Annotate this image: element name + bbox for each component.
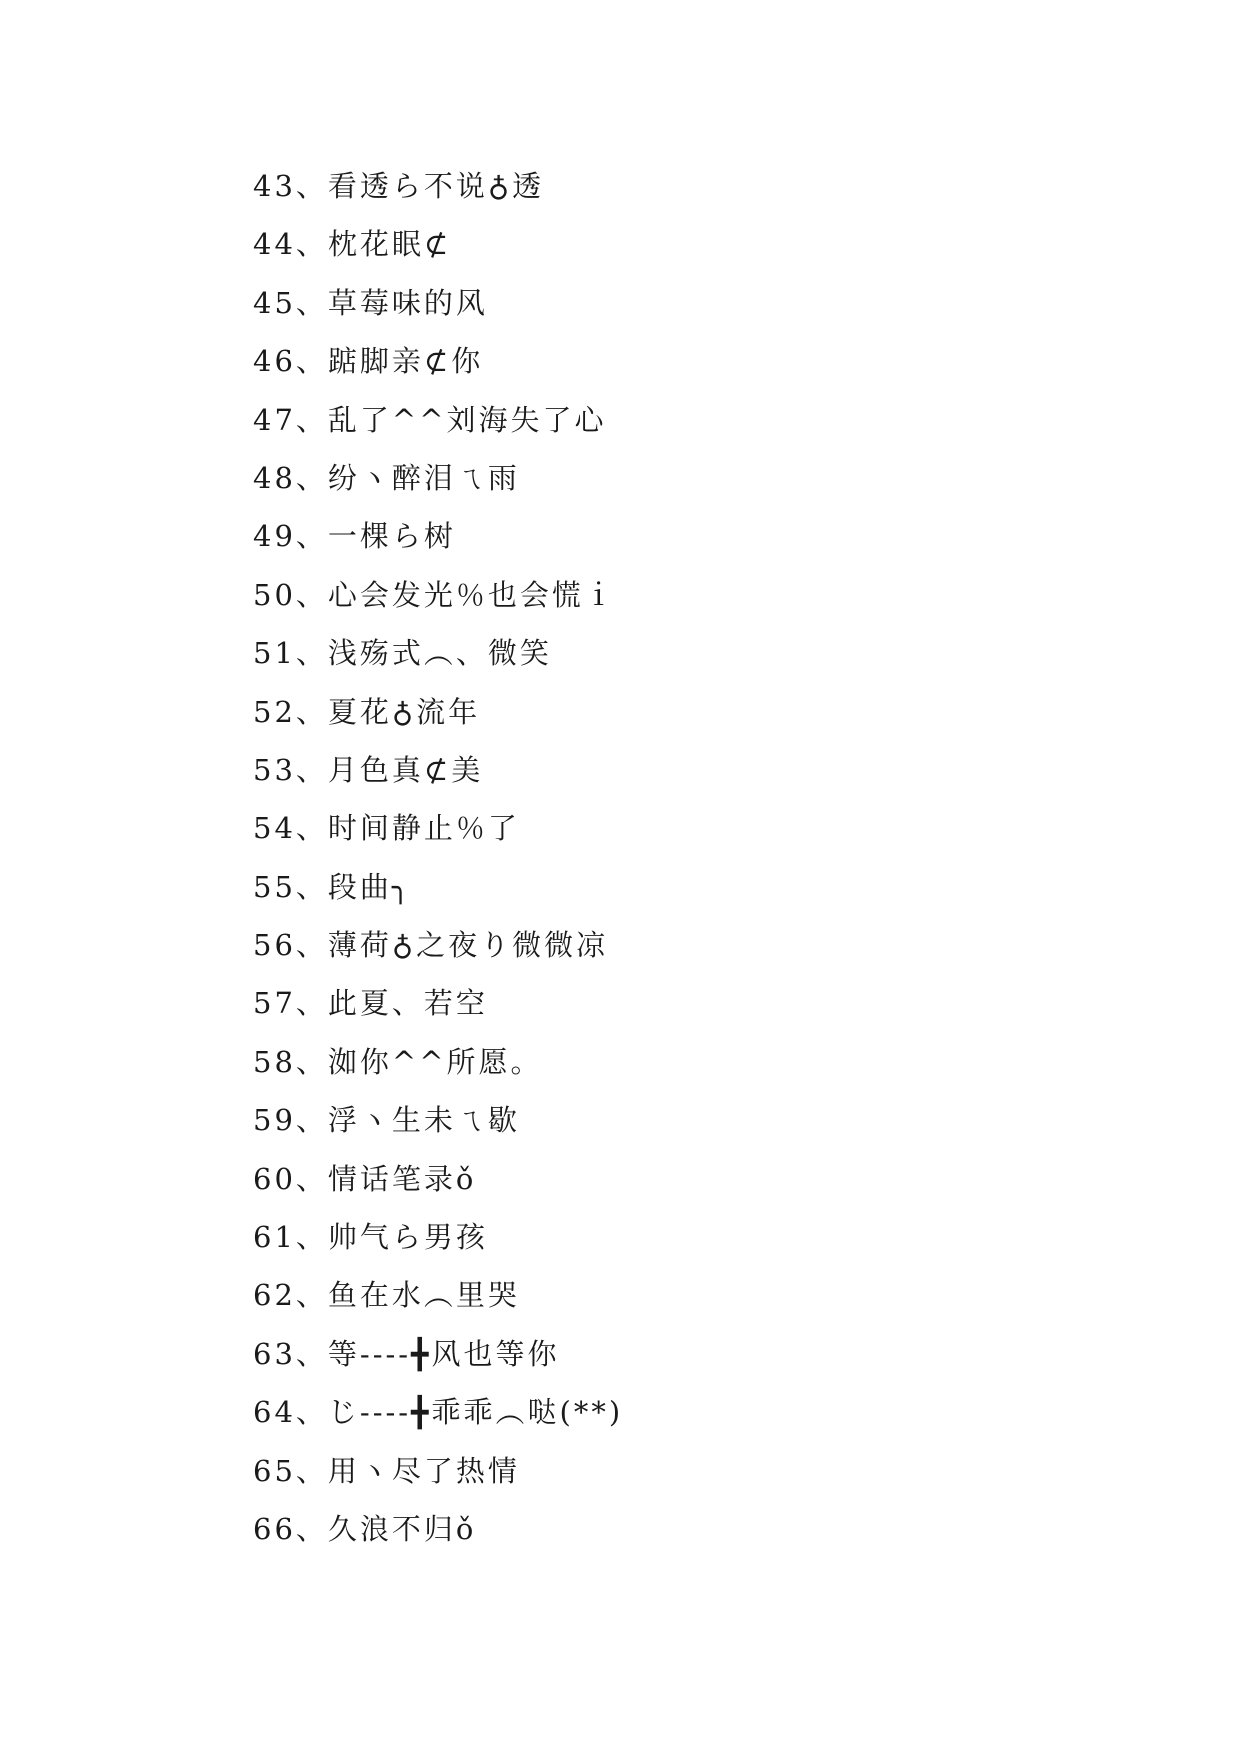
list-item: 54、时间静止％了 — [253, 811, 520, 846]
list-item: 47、乱了^^刘海失了心 — [253, 402, 607, 437]
list-item: 55、段曲╮ — [253, 869, 413, 904]
list-item: 62、鱼在水︵里哭 — [253, 1278, 520, 1313]
list-item: 59、浮ヽ生未ㄟ歇 — [253, 1103, 520, 1138]
list-item: 50、心会发光％也会慌ｉ — [253, 577, 616, 612]
list-item: 53、月色真⊄美 — [253, 752, 484, 787]
list-item: 56、薄荷♁之夜り微微凉 — [253, 928, 609, 963]
list-item: 45、草莓味的风 — [253, 285, 488, 320]
list-item: 66、久浪不归ǒ — [253, 1511, 477, 1546]
list-item: 64、じ----╋乖乖︵哒(**) — [253, 1395, 624, 1430]
list-item: 60、情话笔录ǒ — [253, 1161, 477, 1196]
nickname-list — [253, 157, 623, 1558]
list-item: 58、洳你^^所愿。 — [253, 1044, 543, 1079]
list-item: 44、枕花眠⊄ — [253, 227, 452, 262]
list-item: 65、用ヽ尽了热情 — [253, 1453, 520, 1488]
list-item: 57、此夏、若空 — [253, 986, 488, 1021]
list-item: 52、夏花♁流年 — [253, 694, 481, 729]
list-item: 48、纷ヽ醉泪ㄟ雨 — [253, 460, 520, 495]
list-item: 61、帅气ら男孩 — [253, 1220, 488, 1255]
list-item: 43、看透ら不说♁透 — [253, 169, 545, 203]
list-item: 63、等----╋风也等你 — [253, 1336, 560, 1371]
list-item: 49、一棵ら树 — [253, 519, 456, 554]
list-item: 51、浅殇式︵、微笑 — [253, 636, 552, 671]
list-item: 46、踮脚亲⊄你 — [253, 344, 484, 379]
